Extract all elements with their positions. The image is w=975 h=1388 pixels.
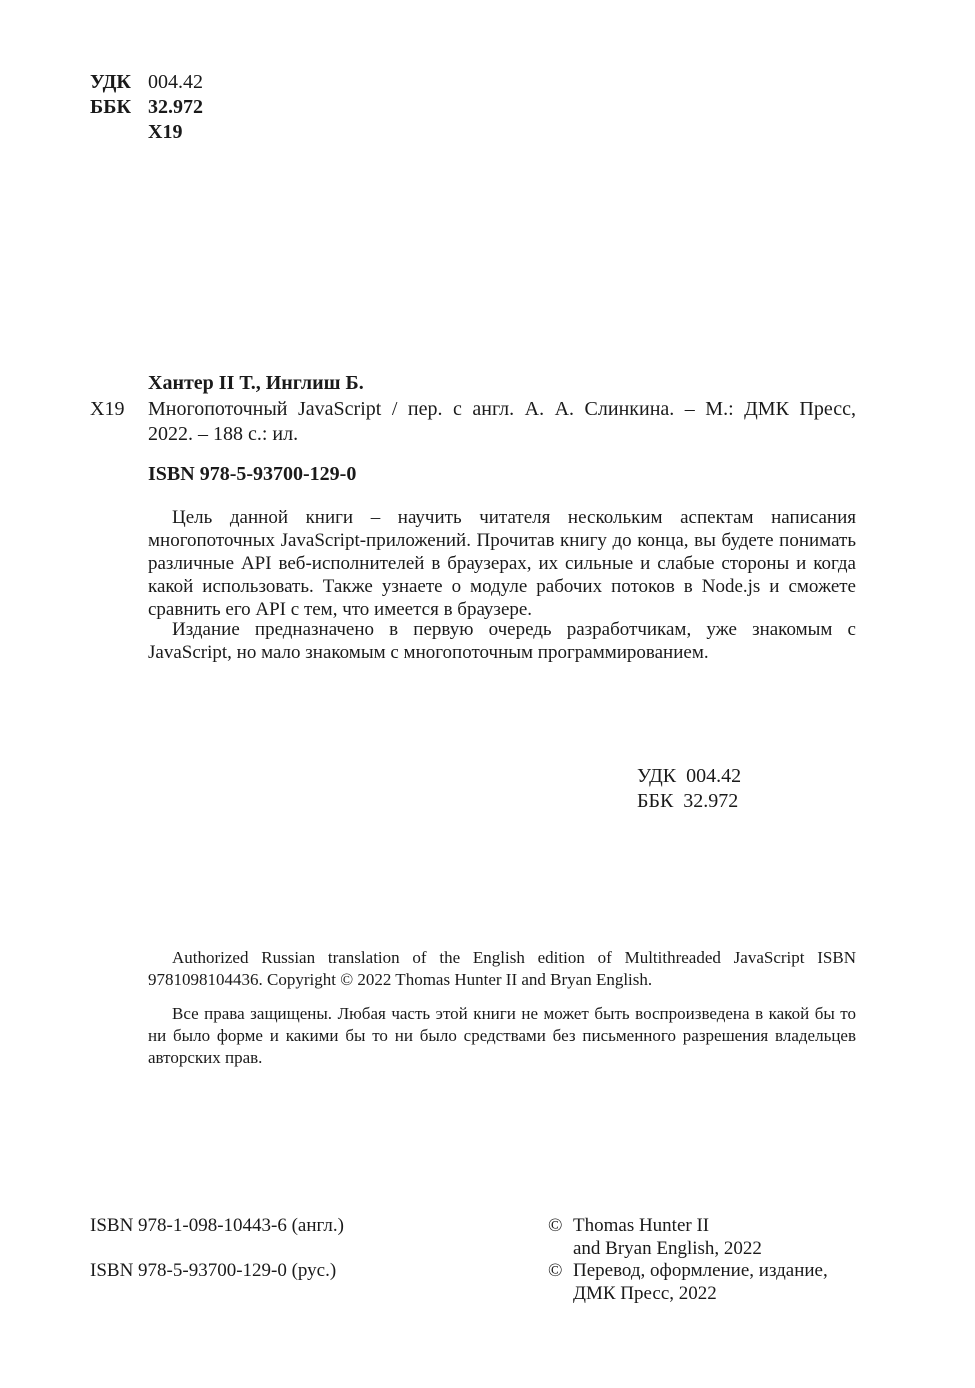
isbn-main: ISBN 978-5-93700-129-0 bbox=[148, 463, 357, 485]
copyright-symbol-1: © bbox=[548, 1215, 563, 1236]
udk-bottom: УДК 004.42 bbox=[637, 765, 742, 787]
annotation-paragraph-2: Издание предназначено в первую очередь разработчикам, уже знакомым с JavaScript, но мало знакомым с многопоточным программированием. bbox=[148, 619, 856, 663]
copyright-1-line-2: and Bryan English, 2022 bbox=[573, 1238, 762, 1259]
bbk-value: 32.972 bbox=[148, 96, 203, 118]
title-line-2: 2022. – 188 с.: ил. bbox=[148, 423, 299, 445]
udk-label: УДК bbox=[90, 71, 131, 93]
copyright-1-line-1: Thomas Hunter II bbox=[573, 1215, 710, 1236]
bbk-bottom: ББК 32.972 bbox=[637, 790, 739, 812]
author-mark: Х19 bbox=[90, 398, 125, 420]
copyright-2-line-2: ДМК Пресс, 2022 bbox=[573, 1283, 717, 1304]
rights-reserved-notice: Все права защищены. Любая часть этой книги не может быть воспроизведена в какой бы то ни было форме и какими бы то ни было средствами без письменного разрешения владельцев авторских прав. bbox=[148, 1004, 856, 1067]
udk-value: 004.42 bbox=[148, 71, 203, 93]
authors: Хантер II Т., Инглиш Б. bbox=[148, 372, 364, 394]
copyright-2-line-1: Перевод, оформление, издание, bbox=[573, 1260, 828, 1281]
annotation-paragraph-1: Цель данной книги – научить читателя нескольким аспектам написания многопоточных JavaScript-приложений. Прочитав книгу до конца, вы будете понимать различные API веб-исполнителей в браузерах, их сильные и слабые стороны и когда какой использовать. Также узнаете о модуле рабочих потоков в Node.js и сможете сравнить его API с тем, что имеется в браузере. bbox=[148, 507, 856, 620]
title-line-1: Многопоточный JavaScript / пер. с англ. А. А. Слинкина. – М.: ДМК Пресс, bbox=[148, 398, 856, 420]
copyright-symbol-2: © bbox=[548, 1260, 563, 1281]
isbn-english: ISBN 978-1-098-10443-6 (англ.) bbox=[90, 1215, 344, 1236]
author-mark-top: Х19 bbox=[148, 121, 183, 143]
isbn-russian: ISBN 978-5-93700-129-0 (рус.) bbox=[90, 1260, 337, 1281]
english-edition-notice: Authorized Russian translation of the English edition of Multithreaded JavaScript ISBN 9781098104436. Copyright © 2022 Thomas Hunter II and Bryan English. bbox=[148, 948, 856, 989]
bbk-label: ББК bbox=[90, 96, 131, 118]
